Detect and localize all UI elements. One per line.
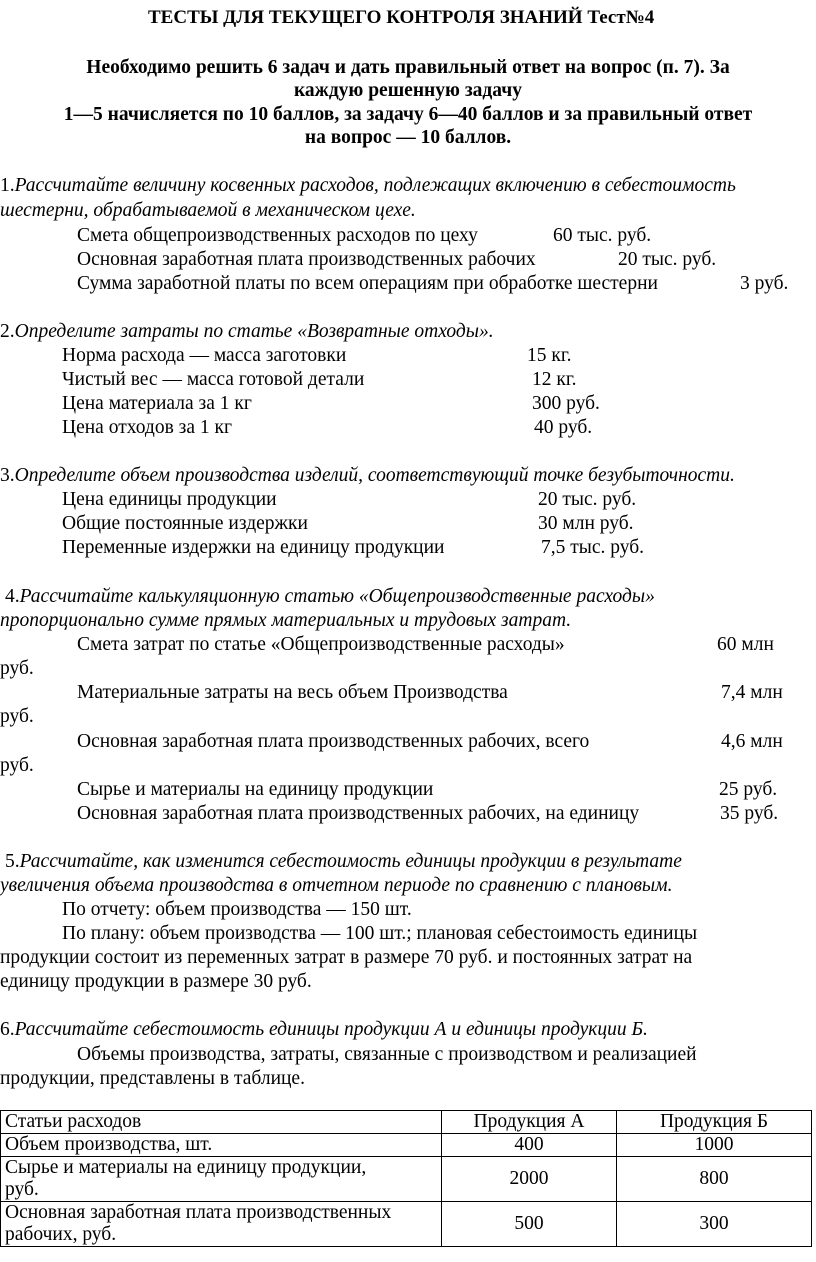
- task-2-row-value: 12 кг.: [532, 369, 577, 390]
- task-2-row-value: 40 руб.: [534, 417, 593, 438]
- task-number: 5.: [5, 851, 20, 872]
- table-row: [1, 1157, 812, 1202]
- task-number: 6.: [0, 1019, 15, 1040]
- task-4-row-unit: руб.: [0, 755, 34, 776]
- task-number: 2.: [0, 321, 15, 342]
- task-4-row-value: 35 руб.: [720, 803, 779, 824]
- task-3-question: [0, 464, 735, 487]
- task-2-row-value: 15 кг.: [527, 345, 572, 366]
- task-2-row-label: Чистый вес — масса готовой детали: [62, 369, 365, 390]
- task-4-row-value: 25 руб.: [719, 779, 778, 800]
- task-5-text-line: продукции состоит из переменных затрат в размере 70 руб. и постоянных затрат на: [0, 947, 693, 968]
- table-cell-item: [1, 1202, 442, 1247]
- task-1-question-cont: шестерни, обрабатываемой в механическом цехе.: [0, 200, 416, 221]
- instructions-line-4: на вопрос — 10 баллов.: [304, 127, 512, 148]
- item-text: Объем производства, шт.: [5, 1134, 213, 1155]
- table-cell-item: [1, 1157, 442, 1202]
- task-3-row-value: 30 млн руб.: [538, 513, 634, 534]
- task-3-row-value: 20 тыс. руб.: [538, 489, 637, 510]
- task-6-text-line: Объемы производства, затраты, связанные с производством и реализацией: [77, 1044, 697, 1065]
- task-4-row-label: Сырье и материалы на единицу продукции: [77, 779, 434, 800]
- instructions-line-1: Необходимо решить 6 задач и дать правильный ответ на вопрос (п. 7). За: [86, 57, 730, 78]
- table-header-cell: Продукция Б: [617, 1111, 812, 1134]
- task-question-text: Рассчитайте себестоимость единицы продукции А и единицы продукции Б.: [14, 1019, 648, 1040]
- task-question-text: Рассчитайте калькуляционную статью «Общепроизводственные расходы»: [19, 586, 655, 607]
- task-6-question: [0, 1018, 648, 1041]
- table-cell-b: 800: [617, 1157, 812, 1202]
- task-4-row-label: Смета затрат по статье «Общепроизводственные расходы»: [77, 634, 565, 655]
- task-number: 1.: [0, 175, 15, 196]
- task-4-row-value: 4,6 млн: [721, 731, 783, 752]
- task-2-question: [0, 320, 494, 343]
- page-title: ТЕСТЫ ДЛЯ ТЕКУЩЕГО КОНТРОЛЯ ЗНАНИЙ Тест№4: [148, 7, 655, 28]
- task-5-text-line: По плану: объем производства — 100 шт.; плановая себестоимость единицы: [62, 923, 698, 944]
- task-question-text: Определите затраты по статье «Возвратные отходы».: [14, 321, 494, 342]
- task-3-row-label: Цена единицы продукции: [62, 489, 277, 510]
- table-cell-item: [1, 1134, 442, 1157]
- task-5-question: [5, 850, 682, 873]
- task-4-row-value: 60 млн: [717, 634, 774, 655]
- task-2-row-label: Цена отходов за 1 кг: [62, 417, 232, 438]
- item-text: Основная заработная плата производственных: [5, 1202, 392, 1223]
- instructions-line-2: каждую решенную задачу: [293, 80, 522, 101]
- table-header-cell: Статьи расходов: [1, 1111, 442, 1134]
- task-question-text: Определите объем производства изделий, соответствующий точке безубыточности.: [14, 465, 735, 486]
- task-number: 3.: [0, 465, 15, 486]
- task-2-row-label: Норма расхода — масса заготовки: [62, 345, 347, 366]
- table-cell-a: 2000: [442, 1157, 617, 1202]
- task-number: 4.: [5, 586, 20, 607]
- table-row: [1, 1202, 812, 1247]
- table-cell-b: 300: [617, 1202, 812, 1247]
- task-1-question: [0, 174, 736, 197]
- task-4-question: [5, 585, 655, 608]
- task-4-row-label: Материальные затраты на весь объем Производства: [77, 682, 508, 703]
- table-cell-a: 500: [442, 1202, 617, 1247]
- task-4-row-value: 7,4 млн: [721, 682, 783, 703]
- task-1-row-label: Сумма заработной платы по всем операциям при обработке шестерни: [77, 273, 658, 294]
- task-4-row-unit: руб.: [0, 658, 34, 679]
- table-header-cell: Продукция А: [442, 1111, 617, 1134]
- task-3-row-label: Переменные издержки на единицу продукции: [62, 537, 445, 558]
- cost-table: [0, 1110, 812, 1247]
- task-1-row-value: 20 тыс. руб.: [618, 249, 717, 270]
- task-3-row-label: Общие постоянные издержки: [62, 513, 308, 534]
- task-1-row-label: Смета общепроизводственных расходов по цеху: [77, 225, 478, 246]
- table-row: [1, 1134, 812, 1157]
- task-2-row-label: Цена материала за 1 кг: [62, 393, 252, 414]
- task-4-row-unit: руб.: [0, 706, 34, 727]
- table-cell-a: 400: [442, 1134, 617, 1157]
- task-1-row-label: Основная заработная плата производственных рабочих: [77, 249, 536, 270]
- instructions-line-3: 1—5 начисляется по 10 баллов, за задачу 6—40 баллов и за правильный ответ: [63, 104, 753, 125]
- task-4-row-label: Основная заработная плата производственных рабочих, всего: [77, 731, 590, 752]
- task-3-row-value: 7,5 тыс. руб.: [541, 537, 645, 558]
- item-text: Сырье и материалы на единицу продукции,: [5, 1157, 367, 1178]
- item-text-cont: рабочих, руб.: [5, 1224, 117, 1245]
- task-1-row-value: 3 руб.: [740, 273, 789, 294]
- table-header-row: [1, 1111, 812, 1134]
- task-5-question-cont: увеличения объема производства в отчетном периоде по сравнению с плановым.: [0, 875, 673, 896]
- task-2-row-value: 300 руб.: [532, 393, 600, 414]
- task-6-text-line: продукции, представлены в таблице.: [0, 1068, 305, 1089]
- task-5-text-line: По отчету: объем производства — 150 шт.: [62, 899, 412, 920]
- task-1-row-value: 60 тыс. руб.: [553, 225, 652, 246]
- task-question-text: Рассчитайте величину косвенных расходов, подлежащих включению в себестоимость: [14, 175, 736, 196]
- task-4-question-cont: пропорционально сумме прямых материальных и трудовых затрат.: [0, 610, 572, 631]
- task-4-row-label: Основная заработная плата производственных рабочих, на единицу: [77, 803, 640, 824]
- task-question-text: Рассчитайте, как изменится себестоимость единицы продукции в результате: [19, 851, 682, 872]
- task-5-text-line: единицу продукции в размере 30 руб.: [0, 971, 312, 992]
- item-text-cont: руб.: [5, 1179, 39, 1200]
- table-cell-b: 1000: [617, 1134, 812, 1157]
